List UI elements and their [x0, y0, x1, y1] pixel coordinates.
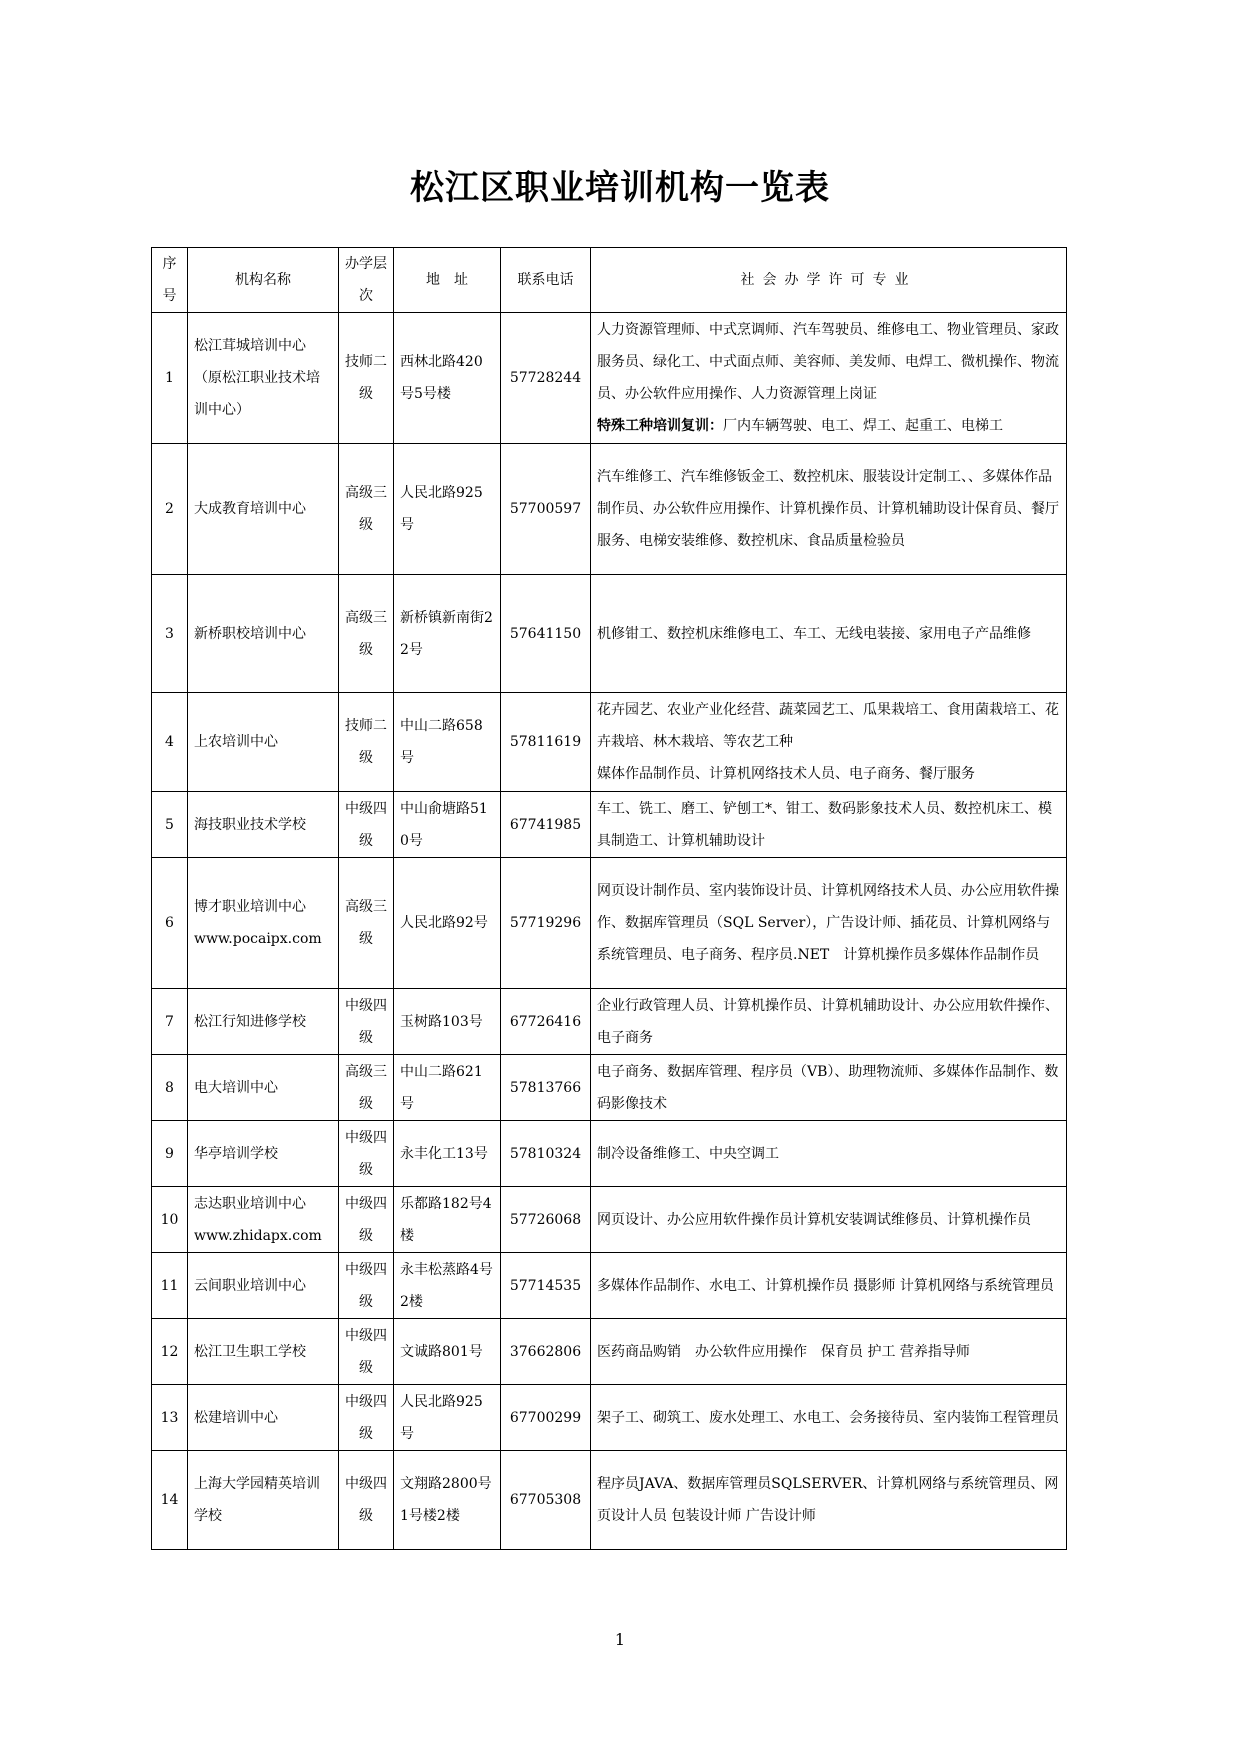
institution-name-text: 电大培训中心: [194, 1079, 278, 1096]
licensed-majors: [591, 1253, 1067, 1319]
address: 西林北路420号5号楼: [394, 313, 501, 444]
majors-text: 汽车维修工、汽车维修钣金工、数控机床、服装设计定制工、、多媒体作品制作员、办公软件应用操作、计算机操作员、计算机辅助设计保育员、餐厅服务、电梯安装维修、数控机床、食品质量检验员: [597, 469, 1059, 549]
row-number: 10: [152, 1187, 188, 1253]
licensed-majors: [591, 1055, 1067, 1121]
institutions-table: [151, 247, 1067, 1550]
licensed-majors: [591, 444, 1067, 575]
phone-number: 67700299: [501, 1385, 591, 1451]
address: 文翔路2800号1号楼2楼: [394, 1451, 501, 1550]
licensed-majors: [591, 693, 1067, 792]
majors-extra-text: 厂内车辆驾驶、电工、焊工、起重工、电梯工: [723, 418, 1003, 434]
institution-name-text: 松江卫生职工学校: [194, 1343, 306, 1360]
phone-number: 57728244: [501, 313, 591, 444]
row-number: 3: [152, 575, 188, 693]
row-number: 1: [152, 313, 188, 444]
address: 乐都路182号4楼: [394, 1187, 501, 1253]
address: 中山二路658号: [394, 693, 501, 792]
majors-text: 医药商品购销 办公软件应用操作 保育员 护工 营养指导师: [597, 1343, 970, 1360]
row-number: 12: [152, 1319, 188, 1385]
majors-text: 机修钳工、数控机床维修电工、车工、无线电装接、家用电子产品维修: [597, 625, 1031, 642]
institution-name-text: 大成教育培训中心: [194, 501, 306, 517]
phone-number: 67726416: [501, 989, 591, 1055]
address: 人民北路925号: [394, 1385, 501, 1451]
institution-name-text: 上农培训中心: [194, 734, 278, 750]
majors-bold-label: 特殊工种培训复训：: [597, 418, 723, 434]
majors-text: 花卉园艺、农业产业化经营、蔬菜园艺工、瓜果栽培工、食用菌栽培工、花卉栽培、林木栽培、等农艺工种: [597, 702, 1059, 750]
address: 人民北路925号: [394, 444, 501, 575]
school-level: 中级四级: [339, 1451, 394, 1550]
institution-name: [188, 1253, 339, 1319]
table-row: [152, 1121, 1067, 1187]
row-number: 2: [152, 444, 188, 575]
row-number: 13: [152, 1385, 188, 1451]
institution-name: [188, 1385, 339, 1451]
licensed-majors: [591, 792, 1067, 858]
institution-website: www.pocaipx.com: [194, 931, 322, 947]
col-header-phone: 联系电话: [501, 248, 591, 313]
school-level: 技师二级: [339, 313, 394, 444]
col-header-level: 办学层次: [339, 248, 394, 313]
address: 玉树路103号: [394, 989, 501, 1055]
phone-number: 67741985: [501, 792, 591, 858]
school-level: 中级四级: [339, 1319, 394, 1385]
licensed-majors: [591, 1385, 1067, 1451]
table-row: [152, 1055, 1067, 1121]
majors-text: 制冷设备维修工、中央空调工: [597, 1145, 779, 1162]
header-row: [152, 248, 1067, 313]
table-row: [152, 1187, 1067, 1253]
institution-name-text: 松建培训中心: [194, 1409, 278, 1426]
row-number: 11: [152, 1253, 188, 1319]
institution-name: [188, 1451, 339, 1550]
row-number: 6: [152, 858, 188, 989]
school-level: 技师二级: [339, 693, 394, 792]
row-number: 7: [152, 989, 188, 1055]
institution-name: [188, 858, 339, 989]
table-row: [152, 792, 1067, 858]
address: 新桥镇新南街22号: [394, 575, 501, 693]
licensed-majors: [591, 858, 1067, 989]
majors-extra-line: [597, 410, 1060, 442]
licensed-majors: [591, 1187, 1067, 1253]
institution-name-text: 松江行知进修学校: [194, 1013, 306, 1030]
row-number: 4: [152, 693, 188, 792]
row-number: 5: [152, 792, 188, 858]
row-number: 9: [152, 1121, 188, 1187]
table-row: [152, 575, 1067, 693]
institution-name: [188, 1121, 339, 1187]
institution-name-text: 新桥职校培训中心: [194, 625, 306, 642]
licensed-majors: [591, 1121, 1067, 1187]
school-level: 中级四级: [339, 1187, 394, 1253]
phone-number: 57714535: [501, 1253, 591, 1319]
table-row: [152, 1451, 1067, 1550]
institution-name-text: 华亭培训学校: [194, 1145, 278, 1162]
table-row: [152, 989, 1067, 1055]
phone-number: 57719296: [501, 858, 591, 989]
school-level: 中级四级: [339, 989, 394, 1055]
school-level: 中级四级: [339, 1253, 394, 1319]
col-header-majors: 社会办学许可专业: [591, 248, 1067, 313]
col-header-name: 机构名称: [188, 248, 339, 313]
phone-number: 57726068: [501, 1187, 591, 1253]
majors-text: 网页设计制作员、室内装饰设计员、计算机网络技术人员、办公应用软件操作、数据库管理员（SQL Server），广告设计师、插花员、计算机网络与系统管理员、电子商务、程序员.NET 计算机操作员多媒体作品制作员: [597, 883, 1059, 963]
address: 永丰松蒸路4号2楼: [394, 1253, 501, 1319]
row-number: 8: [152, 1055, 188, 1121]
table-row: [152, 693, 1067, 792]
majors-text: 企业行政管理人员、计算机操作员、计算机辅助设计、办公应用软件操作、电子商务: [597, 997, 1059, 1046]
phone-number: 37662806: [501, 1319, 591, 1385]
table-row: [152, 444, 1067, 575]
row-number: 14: [152, 1451, 188, 1550]
majors-text: 人力资源管理师、中式烹调师、汽车驾驶员、维修电工、物业管理员、家政服务员、绿化工、中式面点师、美容师、美发师、电焊工、微机操作、物流员、办公软件应用操作、人力资源管理上岗证: [597, 322, 1059, 402]
address: 中山二路621号: [394, 1055, 501, 1121]
licensed-majors: [591, 989, 1067, 1055]
licensed-majors: [591, 1451, 1067, 1550]
table-row: [152, 1253, 1067, 1319]
table-row: [152, 858, 1067, 989]
address: 文诚路801号: [394, 1319, 501, 1385]
page-title: 松江区职业培训机构一览表: [410, 168, 830, 208]
majors-extra-text: 媒体作品制作员、计算机网络技术人员、电子商务、餐厅服务: [597, 766, 975, 782]
institution-website: www.zhidapx.com: [194, 1227, 322, 1244]
institution-name: [188, 1187, 339, 1253]
institution-name-text: 海技职业技术学校: [194, 816, 306, 833]
majors-extra-line: [597, 758, 1060, 790]
majors-text: 程序员JAVA、数据库管理员SQLSERVER、计算机网络与系统管理员、网页设计人员 包装设计师 广告设计师: [597, 1476, 1059, 1524]
table-row: [152, 1385, 1067, 1451]
col-header-address: 地 址: [394, 248, 501, 313]
licensed-majors: [591, 575, 1067, 693]
school-level: 中级四级: [339, 1121, 394, 1187]
institution-name-text: 松江茸城培训中心（原松江职业技术培训中心）: [194, 338, 320, 418]
licensed-majors: [591, 1319, 1067, 1385]
institution-name: [188, 575, 339, 693]
institution-name: [188, 1319, 339, 1385]
institution-name-text: 上海大学园精英培训学校: [194, 1476, 320, 1524]
institution-name: [188, 693, 339, 792]
institution-name: [188, 792, 339, 858]
institution-name-text: 博才职业培训中心: [194, 899, 306, 915]
institution-name: [188, 313, 339, 444]
table-row: [152, 313, 1067, 444]
address: 人民北路92号: [394, 858, 501, 989]
institution-name: [188, 444, 339, 575]
address: 中山俞塘路510号: [394, 792, 501, 858]
institution-name-text: 志达职业培训中心: [194, 1195, 306, 1212]
phone-number: 57700597: [501, 444, 591, 575]
institution-name: [188, 1055, 339, 1121]
majors-text: 电子商务、数据库管理、程序员（VB）、助理物流师、多媒体作品制作、数码影像技术: [597, 1063, 1059, 1112]
majors-text: 多媒体作品制作、水电工、计算机操作员 摄影师 计算机网络与系统管理员: [597, 1277, 1054, 1294]
school-level: 中级四级: [339, 792, 394, 858]
school-level: 高级三级: [339, 1055, 394, 1121]
school-level: 高级三级: [339, 444, 394, 575]
phone-number: 57813766: [501, 1055, 591, 1121]
licensed-majors: [591, 313, 1067, 444]
majors-text: 网页设计、办公应用软件操作员计算机安装调试维修员、计算机操作员: [597, 1211, 1031, 1228]
address: 永丰化工13号: [394, 1121, 501, 1187]
table-row: [152, 1319, 1067, 1385]
school-level: 高级三级: [339, 575, 394, 693]
page-number: 1: [614, 1630, 626, 1649]
institution-name: [188, 989, 339, 1055]
phone-number: 57641150: [501, 575, 591, 693]
phone-number: 57810324: [501, 1121, 591, 1187]
phone-number: 67705308: [501, 1451, 591, 1550]
institution-name-text: 云间职业培训中心: [194, 1277, 306, 1294]
majors-text: 架子工、砌筑工、废水处理工、水电工、会务接待员、室内装饰工程管理员: [597, 1409, 1059, 1426]
col-header-no: 序号: [152, 248, 188, 313]
phone-number: 57811619: [501, 693, 591, 792]
majors-text: 车工、铣工、磨工、铲刨工*、钳工、数码影象技术人员、数控机床工、模具制造工、计算机辅助设计: [597, 800, 1052, 849]
school-level: 高级三级: [339, 858, 394, 989]
school-level: 中级四级: [339, 1385, 394, 1451]
